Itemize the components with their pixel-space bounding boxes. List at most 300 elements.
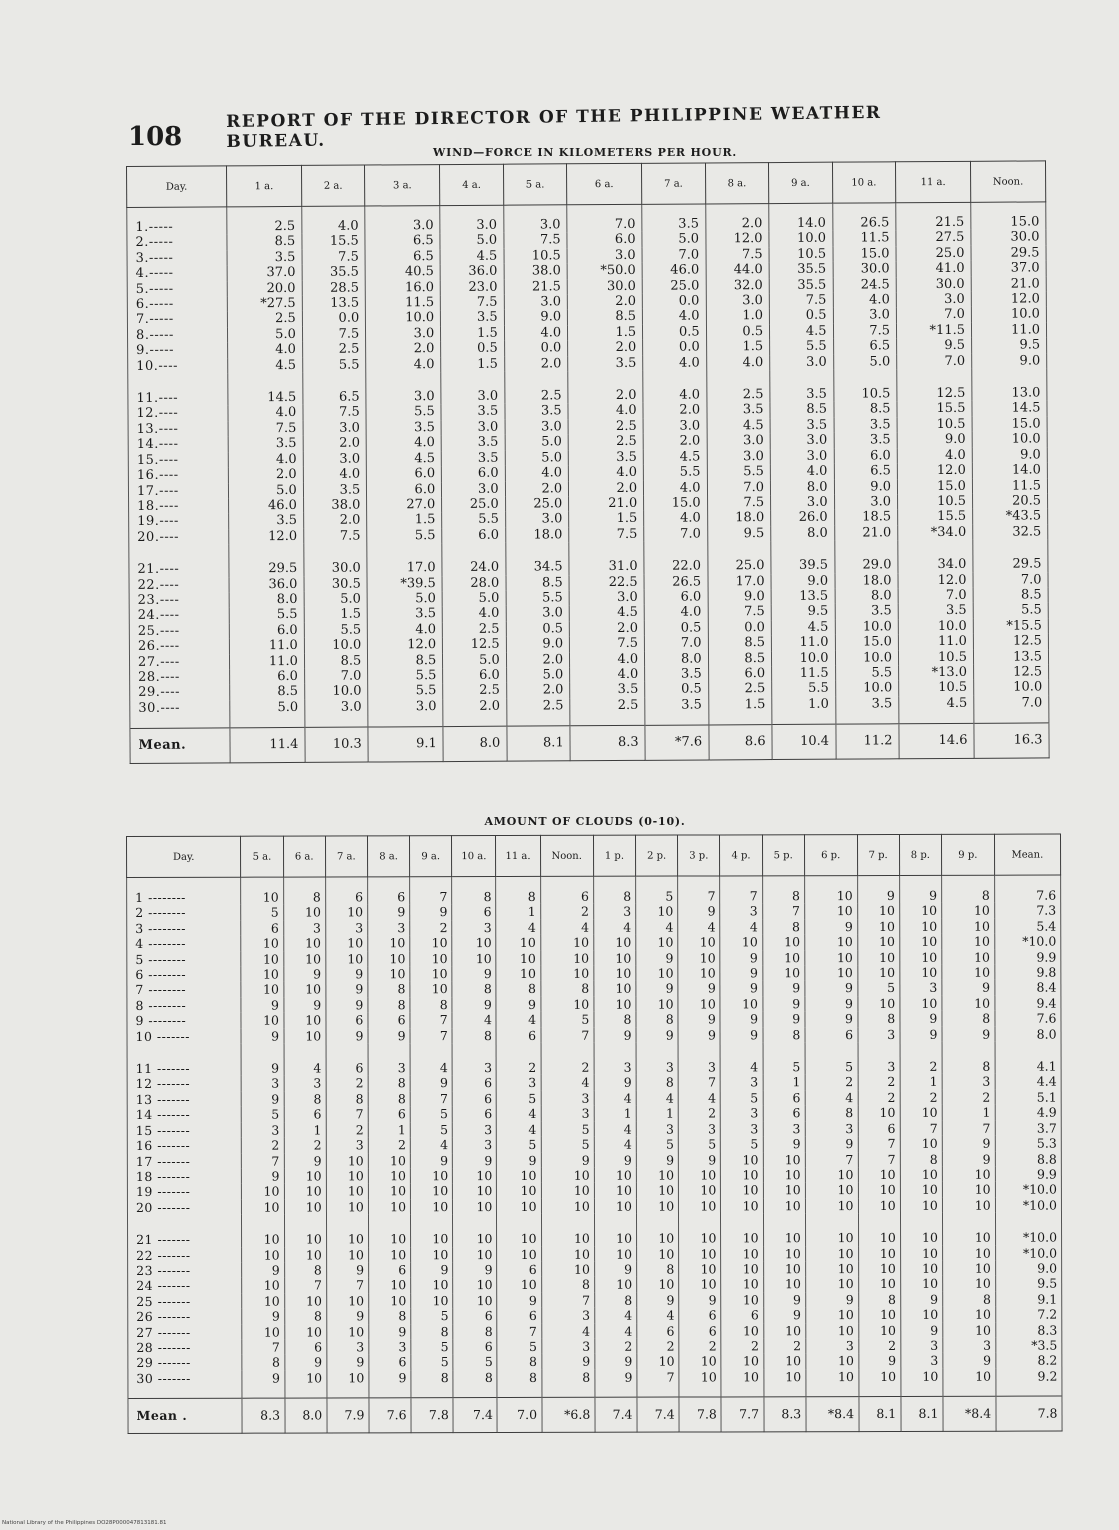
clouds-mean-value: 7.0 bbox=[497, 1398, 541, 1433]
clouds-value-cell: 10 bbox=[411, 1199, 453, 1215]
clouds-value-cell: 5 bbox=[242, 1107, 284, 1123]
clouds-value-cell: 9 bbox=[326, 982, 368, 998]
clouds-value-cell: 6 bbox=[679, 1308, 721, 1324]
wind-mean-value: 8.0 bbox=[443, 726, 507, 761]
wind-value-cell: 6.0 bbox=[367, 466, 442, 482]
clouds-value-cell: 9 bbox=[805, 1011, 858, 1027]
clouds-value-cell: 3 bbox=[943, 1338, 996, 1354]
clouds-value-cell: 9 bbox=[283, 997, 325, 1013]
clouds-value-cell: 8 bbox=[452, 981, 496, 997]
clouds-column-header: 1 p. bbox=[593, 835, 635, 876]
clouds-value-cell: 10 bbox=[899, 934, 941, 950]
clouds-value-cell: 4 bbox=[541, 1075, 594, 1091]
clouds-value-cell: 9 bbox=[242, 1309, 284, 1325]
clouds-mean-value: 8.3 bbox=[764, 1397, 806, 1432]
wind-value-cell: 6.0 bbox=[708, 666, 772, 682]
clouds-value-cell: 9 bbox=[900, 1322, 942, 1338]
clouds-value-cell: 6 bbox=[540, 876, 593, 904]
clouds-value-cell: 7 bbox=[410, 1012, 452, 1028]
wind-value-cell: 4.0 bbox=[643, 309, 707, 325]
wind-value-cell: 3.5 bbox=[642, 204, 706, 232]
clouds-value-cell: 8 bbox=[541, 1370, 594, 1398]
clouds-value-cell: 10 bbox=[858, 1261, 900, 1277]
clouds-value-cell: 5 bbox=[497, 1339, 541, 1355]
clouds-value-cell: 9 bbox=[541, 1152, 594, 1168]
wind-value-cell: 10.0 bbox=[772, 650, 836, 666]
wind-value-cell: 3.5 bbox=[645, 666, 709, 682]
wind-value-cell: 38.0 bbox=[303, 497, 367, 513]
clouds-value-cell: 8.3 bbox=[995, 1322, 1061, 1338]
clouds-value-cell: 9 bbox=[763, 1011, 805, 1027]
clouds-value-cell: 9 bbox=[452, 997, 496, 1013]
clouds-value-cell: 6 bbox=[367, 877, 409, 905]
clouds-value-cell: 10 bbox=[326, 1199, 368, 1215]
clouds-value-cell: 10 bbox=[763, 1354, 805, 1370]
clouds-value-cell: 10 bbox=[804, 876, 857, 904]
clouds-value-cell: 4 bbox=[637, 1308, 679, 1324]
clouds-mean-value: 8.3 bbox=[242, 1398, 284, 1433]
clouds-value-cell: 10 bbox=[762, 934, 804, 950]
clouds-value-cell: 9 bbox=[762, 981, 804, 997]
wind-value-cell: 4.5 bbox=[367, 451, 442, 467]
clouds-value-cell: 8 bbox=[942, 1042, 995, 1075]
clouds-value-cell: 9 bbox=[453, 1153, 497, 1169]
wind-column-header: 9 a. bbox=[769, 162, 833, 203]
wind-value-cell: 2.0 bbox=[504, 356, 568, 372]
clouds-value-cell: 4 bbox=[678, 919, 720, 935]
clouds-value-cell: 3 bbox=[901, 1353, 943, 1369]
wind-day-label: 19.---- bbox=[129, 514, 229, 530]
clouds-value-cell: 10 bbox=[858, 1198, 900, 1214]
clouds-value-cell: 5 bbox=[857, 980, 899, 996]
wind-value-cell: 12.5 bbox=[973, 634, 1048, 650]
clouds-value-cell: 3 bbox=[241, 1076, 283, 1092]
wind-value-cell: 7.5 bbox=[302, 326, 366, 342]
clouds-value-cell: 9 bbox=[541, 1354, 594, 1370]
wind-column-header: Day. bbox=[127, 166, 227, 208]
wind-day-label: 25.---- bbox=[129, 623, 229, 639]
clouds-value-cell: 9 bbox=[326, 966, 368, 982]
clouds-value-cell: 9 bbox=[636, 981, 678, 997]
clouds-value-cell: 8 bbox=[411, 1370, 453, 1398]
clouds-value-cell: 10 bbox=[900, 1276, 942, 1292]
clouds-value-cell: 10 bbox=[410, 1168, 452, 1184]
clouds-day-label: 8 -------- bbox=[127, 998, 241, 1014]
wind-value-cell: 3.5 bbox=[834, 417, 898, 433]
clouds-value-cell: 5.1 bbox=[995, 1089, 1061, 1105]
wind-value-cell: *39.5 bbox=[367, 576, 442, 592]
clouds-value-cell: 10 bbox=[594, 1246, 636, 1262]
cloud-amount-table bbox=[126, 834, 1063, 1435]
clouds-value-cell: 10 bbox=[497, 1277, 541, 1293]
clouds-value-cell: 10 bbox=[368, 1184, 410, 1200]
clouds-value-cell: 5 bbox=[411, 1355, 453, 1371]
clouds-value-cell: 10 bbox=[900, 1213, 942, 1246]
wind-value-cell: 5.0 bbox=[228, 482, 303, 498]
clouds-value-cell: 8.0 bbox=[995, 1026, 1061, 1042]
wind-value-cell: 24.0 bbox=[442, 543, 506, 576]
clouds-value-cell: 9 bbox=[326, 1309, 368, 1325]
clouds-mean-value: *6.8 bbox=[542, 1397, 595, 1432]
clouds-value-cell: 8 bbox=[453, 1324, 497, 1340]
clouds-value-cell: 10 bbox=[942, 965, 995, 981]
wind-value-cell: 9.0 bbox=[972, 353, 1047, 369]
clouds-value-cell: 10 bbox=[763, 1277, 805, 1293]
wind-value-cell: 26.5 bbox=[832, 203, 896, 231]
wind-value-cell: 5.0 bbox=[443, 652, 507, 668]
clouds-value-cell: 2 bbox=[679, 1338, 721, 1354]
wind-value-cell: 31.0 bbox=[569, 542, 644, 575]
wind-day-label: 7.----- bbox=[127, 312, 227, 328]
clouds-day-label: 5 -------- bbox=[127, 951, 241, 967]
clouds-value-cell: 9 bbox=[284, 1153, 326, 1169]
clouds-value-cell: 4 bbox=[410, 1137, 452, 1153]
wind-value-cell: 8.0 bbox=[835, 588, 899, 604]
clouds-value-cell: 4 bbox=[410, 1043, 452, 1076]
clouds-column-header: 6 p. bbox=[804, 835, 857, 876]
clouds-value-cell: 10 bbox=[637, 1246, 679, 1262]
wind-value-cell: 4.0 bbox=[442, 606, 506, 622]
clouds-value-cell: 10 bbox=[679, 1167, 721, 1183]
wind-column-header: Noon. bbox=[970, 161, 1045, 202]
wind-value-cell: 34.5 bbox=[506, 542, 570, 575]
clouds-value-cell: 2 bbox=[368, 1137, 410, 1153]
wind-value-cell: 3.5 bbox=[770, 418, 834, 434]
clouds-day-label: 3 -------- bbox=[127, 921, 241, 937]
clouds-day-label: 14 ------- bbox=[127, 1107, 241, 1123]
wind-value-cell: 29.5 bbox=[973, 540, 1048, 573]
wind-value-cell: 2.0 bbox=[366, 341, 441, 357]
clouds-value-cell: 10 bbox=[410, 935, 452, 951]
wind-value-cell: 3.5 bbox=[367, 606, 442, 622]
wind-value-cell: 2.0 bbox=[303, 513, 367, 529]
wind-value-cell: 10.0 bbox=[769, 231, 833, 247]
wind-value-cell: 9.0 bbox=[834, 479, 898, 495]
wind-value-cell: 15.5 bbox=[898, 509, 973, 525]
wind-value-cell: 12.0 bbox=[971, 291, 1046, 307]
wind-value-cell: 41.0 bbox=[896, 261, 971, 277]
wind-value-cell: 4.0 bbox=[368, 622, 443, 638]
wind-value-cell: 6.0 bbox=[229, 623, 304, 639]
wind-value-cell: 40.5 bbox=[365, 264, 440, 280]
clouds-value-cell: 3 bbox=[593, 904, 635, 920]
clouds-value-cell: 4 bbox=[452, 1012, 496, 1028]
clouds-value-cell: 10 bbox=[942, 1213, 995, 1246]
wind-value-cell: 13.0 bbox=[972, 368, 1047, 401]
clouds-value-cell: 9 bbox=[762, 996, 804, 1012]
wind-value-cell: 15.0 bbox=[833, 246, 897, 262]
clouds-value-cell: 10 bbox=[241, 877, 283, 905]
wind-column-header: 1 a. bbox=[226, 165, 301, 206]
clouds-value-cell: 4 bbox=[594, 1091, 636, 1107]
wind-value-cell: 29.5 bbox=[971, 245, 1046, 261]
clouds-value-cell: 10 bbox=[678, 935, 720, 951]
clouds-value-cell: 10 bbox=[636, 996, 678, 1012]
clouds-value-cell: 9 bbox=[637, 1292, 679, 1308]
clouds-table-row bbox=[128, 1276, 1062, 1294]
clouds-value-cell: *10.0 bbox=[994, 934, 1060, 950]
wind-value-cell: 2.5 bbox=[706, 370, 770, 403]
clouds-value-cell: 8 bbox=[326, 1091, 368, 1107]
wind-value-cell: 32.5 bbox=[973, 524, 1048, 540]
clouds-value-cell: 4 bbox=[497, 1122, 541, 1138]
clouds-value-cell: 2 bbox=[637, 1339, 679, 1355]
clouds-value-cell: 9 bbox=[763, 1136, 805, 1152]
clouds-value-cell: 4.9 bbox=[995, 1105, 1061, 1121]
clouds-value-cell: 10 bbox=[679, 1214, 721, 1247]
clouds-value-cell: 8 bbox=[541, 1277, 594, 1293]
clouds-value-cell: 6 bbox=[326, 1013, 368, 1029]
clouds-mean-value: 7.4 bbox=[595, 1397, 637, 1432]
clouds-table-body bbox=[127, 875, 1062, 1434]
clouds-value-cell: 9 bbox=[241, 1044, 283, 1077]
clouds-value-cell: 8 bbox=[368, 1076, 410, 1092]
clouds-value-cell: 10 bbox=[242, 1247, 284, 1263]
wind-day-label: 14.---- bbox=[128, 437, 228, 453]
clouds-value-cell: 10 bbox=[720, 935, 762, 951]
wind-value-cell: 2.5 bbox=[506, 698, 570, 726]
clouds-day-label: 4 -------- bbox=[127, 936, 241, 952]
clouds-value-cell: 10 bbox=[942, 1167, 995, 1183]
wind-value-cell: 25.0 bbox=[442, 497, 506, 513]
clouds-value-cell: 8 bbox=[636, 1075, 678, 1091]
clouds-value-cell: 10 bbox=[541, 1183, 594, 1199]
wind-value-cell: 7.0 bbox=[644, 526, 708, 542]
clouds-value-cell: 4 bbox=[678, 1090, 720, 1106]
wind-value-cell: 21.0 bbox=[569, 496, 644, 512]
clouds-value-cell: 10 bbox=[452, 935, 496, 951]
wind-value-cell: 3.5 bbox=[441, 450, 505, 466]
clouds-value-cell: 9 bbox=[858, 1353, 900, 1369]
wind-value-cell: 17.0 bbox=[367, 543, 442, 576]
clouds-value-cell: 10 bbox=[541, 1198, 594, 1214]
clouds-value-cell: 10 bbox=[636, 1214, 678, 1247]
wind-value-cell: 7.5 bbox=[707, 495, 771, 511]
wind-value-cell: 3.5 bbox=[505, 404, 569, 420]
wind-value-cell: 5.5 bbox=[367, 528, 442, 544]
clouds-value-cell: 2 bbox=[900, 1042, 942, 1075]
clouds-day-label: 26 ------- bbox=[128, 1309, 242, 1325]
wind-value-cell: 10.0 bbox=[835, 681, 899, 697]
clouds-value-cell: 9 bbox=[368, 905, 410, 921]
clouds-value-cell: 9 bbox=[720, 1012, 762, 1028]
clouds-value-cell: 3 bbox=[368, 920, 410, 936]
wind-value-cell: 11.5 bbox=[832, 231, 896, 247]
clouds-value-cell: 7 bbox=[242, 1153, 284, 1169]
wind-value-cell: 4.0 bbox=[366, 435, 441, 451]
clouds-table-row bbox=[128, 1307, 1062, 1325]
clouds-value-cell: 5 bbox=[411, 1308, 453, 1324]
wind-value-cell: 6.0 bbox=[442, 466, 506, 482]
wind-value-cell: 14.0 bbox=[972, 462, 1047, 478]
clouds-value-cell: 9 bbox=[857, 875, 899, 903]
clouds-value-cell: 6 bbox=[452, 1106, 496, 1122]
wind-value-cell: 10.0 bbox=[304, 638, 368, 654]
clouds-value-cell: 10 bbox=[943, 1369, 996, 1397]
clouds-value-cell: 7.3 bbox=[994, 903, 1060, 919]
wind-value-cell: 5.5 bbox=[229, 607, 304, 623]
clouds-value-cell: 10 bbox=[858, 1307, 900, 1323]
clouds-value-cell: 3 bbox=[678, 1121, 720, 1137]
wind-value-cell: 5.0 bbox=[304, 591, 368, 607]
wind-value-cell: 5.5 bbox=[835, 665, 899, 681]
clouds-value-cell: 9 bbox=[453, 1262, 497, 1278]
wind-value-cell: 4.0 bbox=[366, 357, 441, 373]
wind-column-header: 5 a. bbox=[503, 164, 567, 205]
wind-value-cell: 30.0 bbox=[567, 278, 642, 294]
clouds-value-cell: 10 bbox=[679, 1354, 721, 1370]
clouds-column-header: Noon. bbox=[540, 835, 593, 876]
wind-value-cell: 25.0 bbox=[642, 278, 706, 294]
wind-value-cell: 4.0 bbox=[644, 480, 708, 496]
clouds-value-cell: 9 bbox=[720, 950, 762, 966]
clouds-value-cell: 5 bbox=[411, 1339, 453, 1355]
wind-value-cell: 28.0 bbox=[442, 575, 506, 591]
wind-value-cell: 6.0 bbox=[443, 668, 507, 684]
wind-value-cell: 27.0 bbox=[367, 497, 442, 513]
clouds-value-cell: 10 bbox=[326, 1247, 368, 1263]
wind-value-cell: 37.0 bbox=[971, 261, 1046, 277]
clouds-value-cell: 9 bbox=[326, 997, 368, 1013]
clouds-value-cell: 4 bbox=[594, 1121, 636, 1137]
wind-value-cell: 4.0 bbox=[302, 206, 366, 234]
clouds-value-cell: 7 bbox=[805, 1152, 858, 1168]
wind-value-cell: 2.0 bbox=[303, 436, 367, 452]
clouds-value-cell: 10 bbox=[410, 982, 452, 998]
clouds-value-cell: 10 bbox=[496, 935, 540, 951]
clouds-value-cell: 10 bbox=[284, 1370, 326, 1398]
wind-value-cell: 36.0 bbox=[229, 576, 304, 592]
wind-value-cell: 5.5 bbox=[772, 681, 836, 697]
wind-value-cell: 6.0 bbox=[367, 482, 442, 498]
clouds-value-cell: 10 bbox=[496, 966, 540, 982]
clouds-value-cell: 10 bbox=[325, 905, 367, 921]
clouds-value-cell: 10 bbox=[368, 1247, 410, 1263]
wind-value-cell: 11.0 bbox=[771, 635, 835, 651]
clouds-value-cell: 9 bbox=[326, 1028, 368, 1044]
clouds-value-cell: 5.4 bbox=[994, 918, 1060, 934]
wind-value-cell: 3.0 bbox=[506, 606, 570, 622]
wind-column-header: 11 a. bbox=[895, 161, 970, 202]
clouds-value-cell: 7.6 bbox=[995, 1011, 1061, 1027]
wind-value-cell: 25.0 bbox=[896, 246, 971, 262]
clouds-table-row bbox=[127, 875, 1061, 905]
wind-value-cell: 2.5 bbox=[504, 371, 568, 404]
wind-value-cell: 4.0 bbox=[644, 605, 708, 621]
wind-value-cell: 4.0 bbox=[228, 405, 303, 421]
wind-value-cell: 15.0 bbox=[835, 634, 899, 650]
clouds-value-cell: 10 bbox=[241, 967, 283, 983]
wind-value-cell: 11.5 bbox=[366, 295, 441, 311]
page-number: 108 bbox=[128, 122, 183, 152]
wind-value-cell: 2.0 bbox=[228, 467, 303, 483]
wind-value-cell: 4.5 bbox=[440, 249, 504, 265]
clouds-value-cell: 7 bbox=[410, 1028, 452, 1044]
wind-value-cell: 3.5 bbox=[568, 356, 643, 372]
clouds-value-cell: 3 bbox=[452, 1043, 496, 1076]
wind-mean-value: 16.3 bbox=[974, 723, 1049, 758]
clouds-value-cell: 10 bbox=[900, 996, 942, 1012]
clouds-value-cell: 10 bbox=[497, 1199, 541, 1215]
wind-value-cell: 10.0 bbox=[835, 650, 899, 666]
wind-value-cell: 5.5 bbox=[304, 622, 368, 638]
clouds-value-cell: 10 bbox=[594, 966, 636, 982]
clouds-value-cell: 10 bbox=[368, 1199, 410, 1215]
clouds-value-cell: 10 bbox=[368, 966, 410, 982]
clouds-value-cell: 10 bbox=[326, 1324, 368, 1340]
clouds-value-cell: 10 bbox=[636, 1183, 678, 1199]
wind-day-label: 1.----- bbox=[127, 207, 227, 236]
clouds-value-cell: 10 bbox=[678, 950, 720, 966]
wind-value-cell: 14.5 bbox=[972, 401, 1047, 417]
wind-value-cell: 0.5 bbox=[769, 308, 833, 324]
wind-value-cell: 3.0 bbox=[770, 354, 834, 370]
clouds-value-cell: 4 bbox=[284, 1044, 326, 1077]
clouds-value-cell: 3 bbox=[594, 1043, 636, 1076]
clouds-value-cell: 10 bbox=[241, 982, 283, 998]
clouds-value-cell: 9 bbox=[595, 1369, 637, 1397]
clouds-column-header: 5 a. bbox=[241, 836, 283, 877]
wind-value-cell: 4.0 bbox=[228, 452, 303, 468]
clouds-value-cell: 10 bbox=[900, 1198, 942, 1214]
clouds-table-title: AMOUNT OF CLOUDS (0-10). bbox=[484, 815, 686, 828]
clouds-value-cell: 10 bbox=[327, 1370, 369, 1398]
clouds-value-cell: 1 bbox=[636, 1106, 678, 1122]
wind-value-cell: 26.0 bbox=[771, 510, 835, 526]
clouds-value-cell: 10 bbox=[636, 1198, 678, 1214]
wind-force-table bbox=[126, 160, 1050, 764]
clouds-value-cell: 10 bbox=[326, 1293, 368, 1309]
wind-value-cell: 3.5 bbox=[228, 513, 303, 529]
clouds-value-cell: 10 bbox=[899, 919, 941, 935]
wind-value-cell: 7.0 bbox=[304, 669, 368, 685]
wind-value-cell: 3.0 bbox=[707, 433, 771, 449]
wind-value-cell: 6.5 bbox=[303, 373, 367, 406]
clouds-value-cell: 7 bbox=[284, 1278, 326, 1294]
wind-day-label: 4.----- bbox=[127, 266, 227, 282]
clouds-value-cell: 9 bbox=[900, 1011, 942, 1027]
wind-table-title: WIND—FORCE IN KILOMETERS PER HOUR. bbox=[432, 146, 738, 159]
wind-day-label: 9.----- bbox=[128, 343, 228, 359]
wind-value-cell: 4.5 bbox=[771, 619, 835, 635]
wind-value-cell: 0.0 bbox=[642, 293, 706, 309]
clouds-value-cell: 10 bbox=[721, 1292, 763, 1308]
clouds-value-cell: 8 bbox=[762, 876, 804, 904]
wind-value-cell: 2.0 bbox=[643, 403, 707, 419]
clouds-value-cell: 10 bbox=[900, 1245, 942, 1261]
clouds-value-cell: 10 bbox=[804, 934, 857, 950]
clouds-day-label: 16 ------- bbox=[127, 1138, 241, 1154]
wind-value-cell: 3.0 bbox=[303, 451, 367, 467]
clouds-value-cell: 10 bbox=[942, 996, 995, 1012]
wind-value-cell: 3.5 bbox=[366, 420, 441, 436]
clouds-value-cell: 10 bbox=[540, 950, 593, 966]
clouds-value-cell: 9 bbox=[594, 1075, 636, 1091]
clouds-value-cell: 10 bbox=[805, 1198, 858, 1214]
clouds-value-cell: 3.7 bbox=[995, 1120, 1061, 1136]
wind-value-cell: 2.5 bbox=[568, 419, 643, 435]
clouds-value-cell: 10 bbox=[942, 1197, 995, 1213]
clouds-mean-value: 7.7 bbox=[721, 1397, 763, 1432]
wind-value-cell: 10.0 bbox=[898, 619, 973, 635]
clouds-value-cell: 10 bbox=[721, 1277, 763, 1293]
clouds-value-cell: 10 bbox=[410, 951, 452, 967]
wind-day-label: 22.---- bbox=[129, 577, 229, 593]
wind-value-cell: 3.0 bbox=[770, 448, 834, 464]
clouds-value-cell: 2 bbox=[721, 1338, 763, 1354]
clouds-value-cell: 10 bbox=[284, 1247, 326, 1263]
clouds-value-cell: 3 bbox=[942, 1074, 995, 1090]
